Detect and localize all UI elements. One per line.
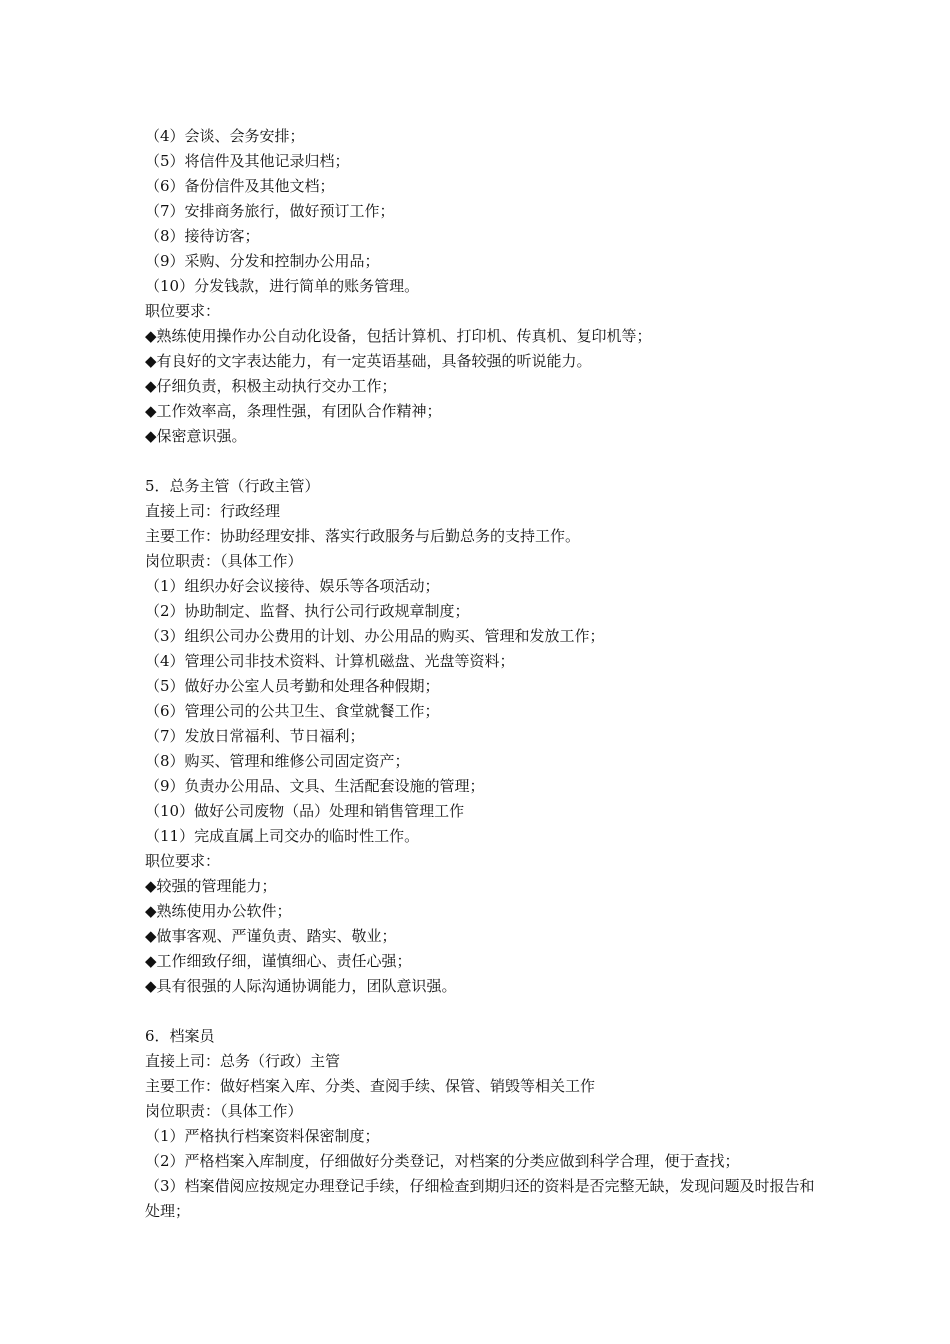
list-item: （6）备份信件及其他文档；: [145, 177, 335, 195]
list-item: （4）会谈、会务安排；: [145, 127, 305, 145]
requirement-item: ◆工作效率高，条理性强，有团队合作精神；: [145, 402, 442, 420]
section-title: 5．总务主管（行政主管）: [145, 477, 320, 495]
duties-heading: 岗位职责：（具体工作）: [145, 1102, 303, 1120]
section-5: [145, 474, 825, 999]
requirement-item: ◆熟练使用办公软件；: [145, 902, 292, 920]
requirements-heading: 职位要求：: [145, 852, 221, 870]
list-item: （2）协助制定、监督、执行公司行政规章制度；: [145, 602, 470, 620]
requirement-item: ◆仔细负责，积极主动执行交办工作；: [145, 377, 397, 395]
requirement-item: ◆有良好的文字表达能力，有一定英语基础，具备较强的听说能力。: [145, 352, 592, 370]
list-item: （1）严格执行档案资料保密制度；: [145, 1127, 380, 1145]
blank-line: [145, 449, 825, 474]
requirement-item: ◆保密意识强。: [145, 427, 247, 445]
list-item: （9）负责办公用品、文具、生活配套设施的管理；: [145, 777, 485, 795]
list-item: （11）完成直属上司交办的临时性工作。: [145, 827, 420, 845]
section-prev-duties: [145, 124, 825, 299]
section-title: 6．档案员: [145, 1027, 215, 1045]
list-item: （9）采购、分发和控制办公用品；: [145, 252, 380, 270]
requirements-heading: 职位要求：: [145, 302, 221, 320]
list-item: （10）分发钱款，进行简单的账务管理。: [145, 277, 420, 295]
list-item: （4）管理公司非技术资料、计算机磁盘、光盘等资料；: [145, 652, 515, 670]
list-item: （10）做好公司废物（品）处理和销售管理工作: [145, 802, 465, 820]
main-work: 主要工作：协助经理安排、落实行政服务与后勤总务的支持工作。: [145, 527, 581, 545]
duties-heading: 岗位职责：（具体工作）: [145, 552, 303, 570]
blank-line: [145, 999, 825, 1024]
requirement-item: ◆工作细致仔细，谨慎细心、责任心强；: [145, 952, 412, 970]
list-item: （8）购买、管理和维修公司固定资产；: [145, 752, 410, 770]
list-item: （3）组织公司办公费用的计划、办公用品的购买、管理和发放工作；: [145, 627, 605, 645]
list-item: （6）管理公司的公共卫生、食堂就餐工作；: [145, 702, 440, 720]
list-item: （8）接待访客；: [145, 227, 260, 245]
list-item: （1）组织办好会议接待、娱乐等各项活动；: [145, 577, 440, 595]
document-page: [145, 124, 825, 1224]
requirement-item: ◆熟练使用操作办公自动化设备，包括计算机、打印机、传真机、复印机等；: [145, 327, 652, 345]
section-6: [145, 1024, 825, 1224]
list-item: （3）档案借阅应按规定办理登记手续，仔细检查到期归还的资料是否完整无缺，发现问题及时报告和处理；: [145, 1177, 815, 1220]
direct-superior: 直接上司：行政经理: [145, 502, 281, 520]
list-item: （5）做好办公室人员考勤和处理各种假期；: [145, 677, 440, 695]
direct-superior: 直接上司：总务（行政）主管: [145, 1052, 341, 1070]
list-item: （7）发放日常福利、节日福利；: [145, 727, 365, 745]
list-item: （5）将信件及其他记录归档；: [145, 152, 350, 170]
requirement-item: ◆做事客观、严谨负责、踏实、敬业；: [145, 927, 397, 945]
main-work: 主要工作：做好档案入库、分类、查阅手续、保管、销毁等相关工作: [145, 1077, 596, 1095]
list-item: （7）安排商务旅行，做好预订工作；: [145, 202, 395, 220]
requirement-item: ◆较强的管理能力；: [145, 877, 277, 895]
list-item: （2）严格档案入库制度，仔细做好分类登记，对档案的分类应做到科学合理，便于查找；: [145, 1152, 740, 1170]
requirement-item: ◆具有很强的人际沟通协调能力，团队意识强。: [145, 977, 457, 995]
section-prev-requirements: [145, 324, 825, 449]
